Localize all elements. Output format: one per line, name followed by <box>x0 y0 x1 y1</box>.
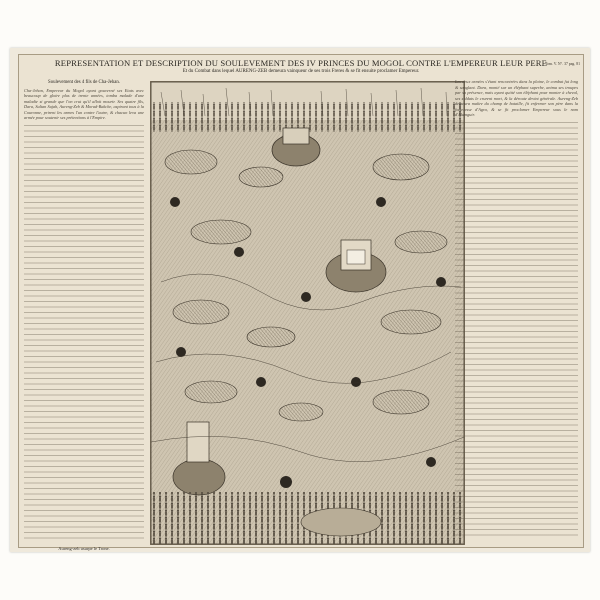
right-column-text-lines <box>455 120 578 540</box>
left-column-subheading: Aureng-zeb usurpe le Trone. <box>58 545 110 551</box>
right-text-column <box>455 79 578 541</box>
right-column-body: Les deux armées s'étant rencontrées dans la plaine, le combat fut long & sanglant. Dara, monté sur un éléphant superbe, anima ses troupes par sa présence, mais ayant quitté son éléphant pour monter à cheval, ses soldats le crurent mort, & la déroute devint générale. Aureng-Zeb demeura maître du champ de bataille, fit enfermer son père dans la forteresse d'Agra, & se fit proclamer Empereur sous le nom d'Alamguir. <box>455 79 578 117</box>
title-block <box>25 58 577 75</box>
plate-number: Tom. V. N°. 37 pag. 81 <box>545 62 580 66</box>
left-column-text-lines <box>24 123 144 543</box>
left-column-body: Cha-Jehan, Empereur du Mogol ayant gouverné ses Etats avec beaucoup de gloire plus de trente années, tomba malade d'une maladie si grande que l'on crut qu'il alloit mourir. Ses quatre fils, Dara, Sultan Sujah, Aureng-Zeb & Morad-Bakche, aspirant tous à la Couronne, prirent les armes l'un contre l'autre, & chacun leva une armée pour soutenir ses prétentions à l'Empire. <box>24 87 144 120</box>
print-sheet <box>10 48 590 552</box>
left-column-heading: Soulevement des 4 fils de Cha-Jehan. <box>48 80 120 85</box>
left-text-column <box>24 79 144 551</box>
engraved-plate <box>18 54 584 551</box>
page-subtitle: Et du Combat dans lequel AURENG-ZEB demeura vainqueur de ses trois Freres & se fit ensuite proclamer Empereur. <box>182 69 420 74</box>
page-title: REPRESENTATION ET DESCRIPTION DU SOULEVEMENT DES IV PRINCES DU MOGOL CONTRE L'EMPEREUR LEUR PERE <box>54 58 548 68</box>
battle-scene-illustration <box>151 82 464 544</box>
battle-engraving <box>150 81 465 545</box>
